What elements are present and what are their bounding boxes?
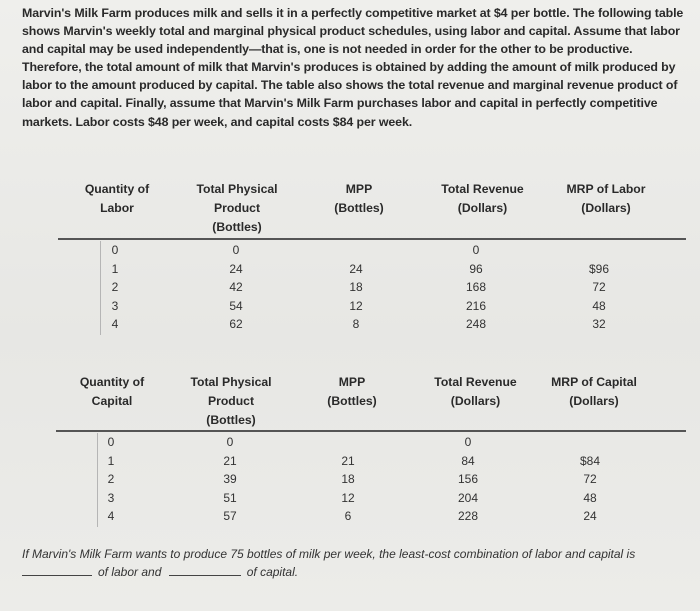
table-cell: 156 [457, 472, 479, 487]
table-cell: 248 [465, 317, 487, 332]
table-cell: 18 [349, 280, 363, 295]
table-cell: 24 [349, 261, 363, 276]
capital-header-rule [56, 430, 686, 432]
table-cell: 84 [461, 453, 475, 468]
question-text [22, 545, 692, 581]
table-cell: 12 [349, 298, 363, 313]
labor-header-tr: Total Revenue (Dollars) [441, 182, 524, 215]
table-cell: 204 [457, 490, 479, 505]
table-cell: 24 [229, 261, 243, 276]
labor-answer-blank[interactable] [22, 565, 92, 576]
table-cell: 32 [592, 317, 606, 332]
table-cell: 54 [229, 298, 243, 313]
table-cell: 0 [226, 435, 234, 449]
capital-tpp-col [210, 433, 250, 526]
table-cell: 0 [107, 435, 115, 449]
table-cell: 12 [341, 490, 355, 505]
table-cell: 6 [344, 509, 352, 524]
capital-tr-col [448, 433, 488, 526]
labor-mpp-col [336, 241, 376, 334]
capital-mpp-col [328, 433, 368, 526]
table-cell: $96 [588, 261, 610, 276]
table-cell: 2 [107, 472, 115, 487]
labor-tpp-col [216, 241, 256, 334]
table-cell: 24 [583, 509, 597, 524]
capital-header-mrp: MRP of Capital (Dollars) [551, 375, 637, 408]
question-part-2: of labor and [98, 565, 162, 579]
labor-header-rule [58, 238, 686, 240]
labor-header-mrp: MRP of Labor (Dollars) [566, 182, 646, 215]
table-cell: 62 [229, 317, 243, 332]
table-cell: 72 [583, 472, 597, 487]
capital-quantity-col [96, 433, 126, 526]
table-cell: 1 [111, 261, 119, 276]
capital-header-tpp: Total Physical Product (Bottles) [190, 375, 272, 427]
table-cell: 18 [341, 472, 355, 487]
labor-header-mpp: MPP (Bottles) [334, 182, 384, 215]
table-cell: 21 [341, 453, 355, 468]
table-cell: 8 [352, 317, 360, 332]
capital-header-quantity: Quantity of Capital [79, 375, 145, 408]
table-cell: 48 [583, 490, 597, 505]
table-cell [328, 433, 368, 452]
table-cell [567, 433, 613, 452]
labor-tr-col [456, 241, 496, 334]
table-cell [336, 241, 376, 260]
table-cell: 1 [107, 453, 115, 468]
table-cell: 21 [223, 453, 237, 468]
table-cell [576, 241, 622, 260]
table-cell: 0 [232, 243, 240, 257]
labor-header-quantity: Quantity of Labor [84, 182, 150, 215]
question-part-3: of capital. [246, 565, 299, 579]
labor-header-tpp: Total Physical Product (Bottles) [196, 182, 278, 234]
table-cell: 48 [592, 298, 606, 313]
capital-mrp-col [567, 433, 613, 526]
table-cell: 168 [465, 280, 487, 295]
table-cell: 4 [107, 509, 115, 524]
table-cell: 51 [223, 490, 237, 505]
capital-header-mpp: MPP (Bottles) [327, 375, 377, 408]
table-cell: 39 [223, 472, 237, 487]
capital-header-tr: Total Revenue (Dollars) [434, 375, 517, 408]
table-cell: 216 [465, 298, 487, 313]
labor-mrp-col [576, 241, 622, 334]
table-cell: $84 [579, 453, 601, 468]
table-cell: 228 [457, 509, 479, 524]
table-cell: 42 [229, 280, 243, 295]
table-cell: 3 [111, 298, 119, 313]
table-cell: 57 [223, 509, 237, 524]
table-cell: 72 [592, 280, 606, 295]
labor-quantity-col [100, 241, 130, 334]
table-cell: 3 [107, 490, 115, 505]
problem-statement: Marvin's Milk Farm produces milk and sells it in a perfectly competitive market at $4 per bottle. The following table shows Marvin's weekly total and marginal physical product schedules, using labor and capital. Assume that labor and capital may be used independently—that is, one is not needed in order for the other to be productive. Therefore, the total amount of milk that Marvin's produces is obtained by adding the amount of milk produced by labor to the amount produced by capital. The table also shows the total revenue and marginal revenue product of labor and capital. Finally, assume that Marvin's Milk Farm purchases labor and capital in perfectly competitive markets. Labor costs $48 per week, and capital costs $84 per week. [22, 6, 684, 129]
table-cell: 0 [472, 243, 480, 257]
table-cell: 4 [111, 317, 119, 332]
capital-answer-blank[interactable] [169, 565, 241, 576]
table-cell: 2 [111, 280, 119, 295]
question-part-1: If Marvin's Milk Farm wants to produce 75 bottles of milk per week, the least-cost combination of labor and capital is [22, 547, 636, 561]
table-cell: 0 [464, 435, 472, 449]
table-cell: 96 [469, 261, 483, 276]
table-cell: 0 [111, 243, 119, 257]
